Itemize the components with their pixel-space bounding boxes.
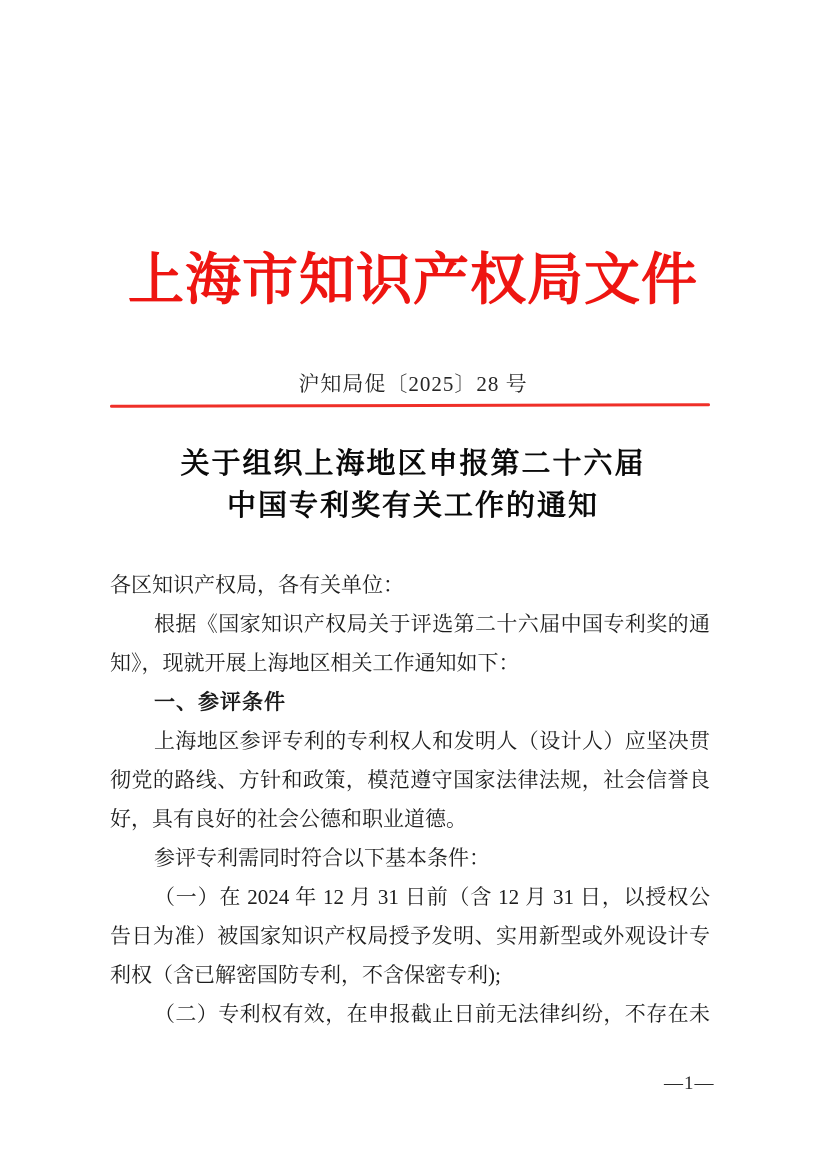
body-line: 彻党的路线、方针和政策，模范遵守国家法律法规，社会信誉良 (110, 768, 710, 792)
body-line: （一）在 2024 年 12 月 31 日前（含 12 月 31 日，以授权公 (154, 885, 710, 909)
body-line: 参评专利需同时符合以下基本条件： (154, 846, 490, 870)
notice-title-line2: 中国专利奖有关工作的通知 (226, 490, 599, 522)
page-number: —1— (664, 1073, 715, 1094)
body-line: （二）专利权有效，在申报截止日前无法律纠纷，不存在未 (154, 1002, 710, 1026)
agency-header-title: 上海市知识产权局文件 (128, 250, 698, 312)
document-body (110, 566, 710, 1034)
body-line: 各区知识产权局，各有关单位： (110, 573, 404, 597)
body-line: 告日为准）被国家知识产权局授予发明、实用新型或外观设计专 (110, 924, 710, 948)
body-line: 知》，现就开展上海地区相关工作通知如下： (110, 651, 520, 675)
notice-title (0, 443, 826, 527)
section-heading: 一、参评条件 (154, 691, 286, 714)
body-line: 根据《国家知识产权局关于评选第二十六届中国专利奖的通 (154, 612, 710, 636)
body-line: 上海地区参评专利的专利权人和发明人（设计人）应坚决贯 (154, 729, 710, 753)
notice-title-line1: 关于组织上海地区申报第二十六届 (180, 448, 646, 480)
body-line: 利权（含已解密国防专利，不含保密专利); (110, 963, 501, 987)
body-line: 好，具有良好的社会公德和职业道德。 (110, 807, 467, 831)
document-number: 沪知局促〔2025〕28 号 (298, 372, 528, 396)
red-divider-line (110, 403, 710, 408)
